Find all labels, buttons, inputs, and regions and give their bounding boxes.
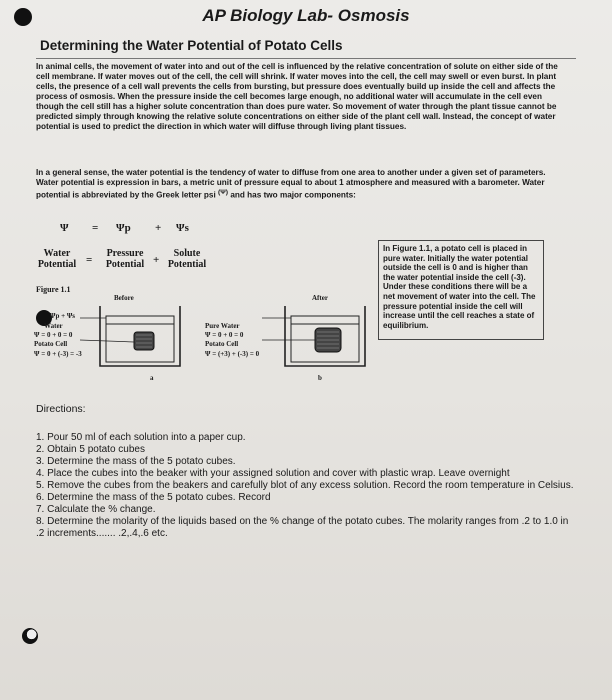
eq-plus: + [155, 222, 162, 234]
direction-step: 2. Obtain 5 potato cubes [36, 444, 145, 455]
page-title: AP Biology Lab- Osmosis [202, 6, 410, 25]
mid-cell-label: Potato Cell [205, 340, 239, 348]
water-potential-label: Water Potential [37, 248, 77, 270]
section-subtitle: Determining the Water Potential of Potato Cells [40, 38, 343, 53]
eq-plus-2: + [153, 254, 160, 266]
beaker-before [80, 306, 180, 366]
mid-water-equation: Ψ = 0 + 0 = 0 [205, 331, 244, 339]
water-potential-paragraph [36, 168, 566, 201]
left-water-equation: Ψ = 0 + 0 = 0 [34, 331, 73, 339]
direction-step: 1. Pour 50 ml of each solution into a paper cup. [36, 432, 246, 443]
directions-heading: Directions: [36, 403, 86, 415]
psi-symbol: (Ψ) [218, 189, 229, 196]
direction-step: 7. Calculate the % change. [36, 504, 156, 515]
pressure-potential-label: Pressure Potential [105, 248, 145, 270]
eq-psi-s: Ψs [176, 222, 189, 234]
label-before: Before [114, 294, 134, 302]
title-divider [36, 58, 576, 59]
eq-psi: Ψ [60, 222, 69, 234]
mid-cell-equation: Ψ = (+3) + (-3) = 0 [205, 350, 260, 358]
beaker-b-label: b [318, 374, 322, 382]
label-after: After [312, 294, 328, 302]
figure-label: Figure 1.1 [36, 285, 71, 294]
paragraph2-part-b: and has two major components: [228, 190, 356, 200]
left-cell-equation: Ψ = 0 + (-3) = -3 [34, 350, 82, 358]
paragraph2-part-a: In a general sense, the water potential is the tendency of water to diffuse from one area to another under a given set of parameters. Water potential is expression in bars, a metric unit of pressure equal to about 1 atmosphere and measured with a barometer. Water potential is abbreviated by the Greek letter psi [36, 168, 546, 200]
direction-step: 3. Determine the mass of the 5 potato cubes. [36, 456, 236, 467]
direction-step: 8. Determine the molarity of the liquids based on the % change of the potato cubes. The molarity ranges from .2 to 1.0 in .2 increments....... .2,.4,.6 etc. [36, 516, 569, 539]
eq-psi-p: Ψp [116, 222, 131, 234]
left-cell-label: Potato Cell [34, 340, 68, 348]
intro-paragraph: In animal cells, the movement of water into and out of the cell is influenced by the relative concentration of solute on either side of the cell membrane. If water moves out of the cell, the cell will shrink. If water moves into the cell, the cell may swell or even burst. In plant cells, the presence of a cell wall prevents the cells from bursting, but pressure does eventually build up inside the cell and affects the process of osmosis. When the pressure inside the cell becomes large enough, no additional water will accumulate in the cell even though the cell still has a higher solute concentration than does pure water. So movement of water through the plant tissue cannot be predicted simply through knowing the relative solute concentrations on either side of the plant cell wall. Instead, the concept of water potential is used to predict the direction in which water will diffuse through living plant tissues. [36, 62, 558, 131]
figure-explanation-box: In Figure 1.1, a potato cell is placed in pure water. Initially the water potential outside the cell is 0 and is higher than the water potential inside the cell (-3). Under these conditions there will be a net movement of water into the cell. The pressure potential inside the cell will increase until the cell reaches a state of equilibrium. [378, 240, 544, 340]
left-formula: Ψp + Ψs [50, 312, 76, 320]
beaker-after [262, 306, 365, 366]
directions-list [36, 432, 576, 540]
mid-water-label: Pure Water [205, 322, 240, 330]
eq-equals: = [92, 222, 99, 234]
left-water-label: Water [44, 322, 63, 330]
beaker-a-label: a [150, 374, 154, 382]
solute-potential-label: Solute Potential [167, 248, 207, 270]
punch-hole-bottom [22, 628, 38, 644]
direction-step: 5. Remove the cubes from the beakers and carefully blot of any excess solution. Record the room temperature in Celsius. [36, 480, 574, 491]
eq-equals-2: = [86, 254, 93, 266]
direction-step: 4. Place the cubes into the beaker with your assigned solution and cover with plastic wrap. Leave overnight [36, 468, 510, 479]
direction-step: 6. Determine the mass of the 5 potato cubes. Record [36, 492, 271, 503]
